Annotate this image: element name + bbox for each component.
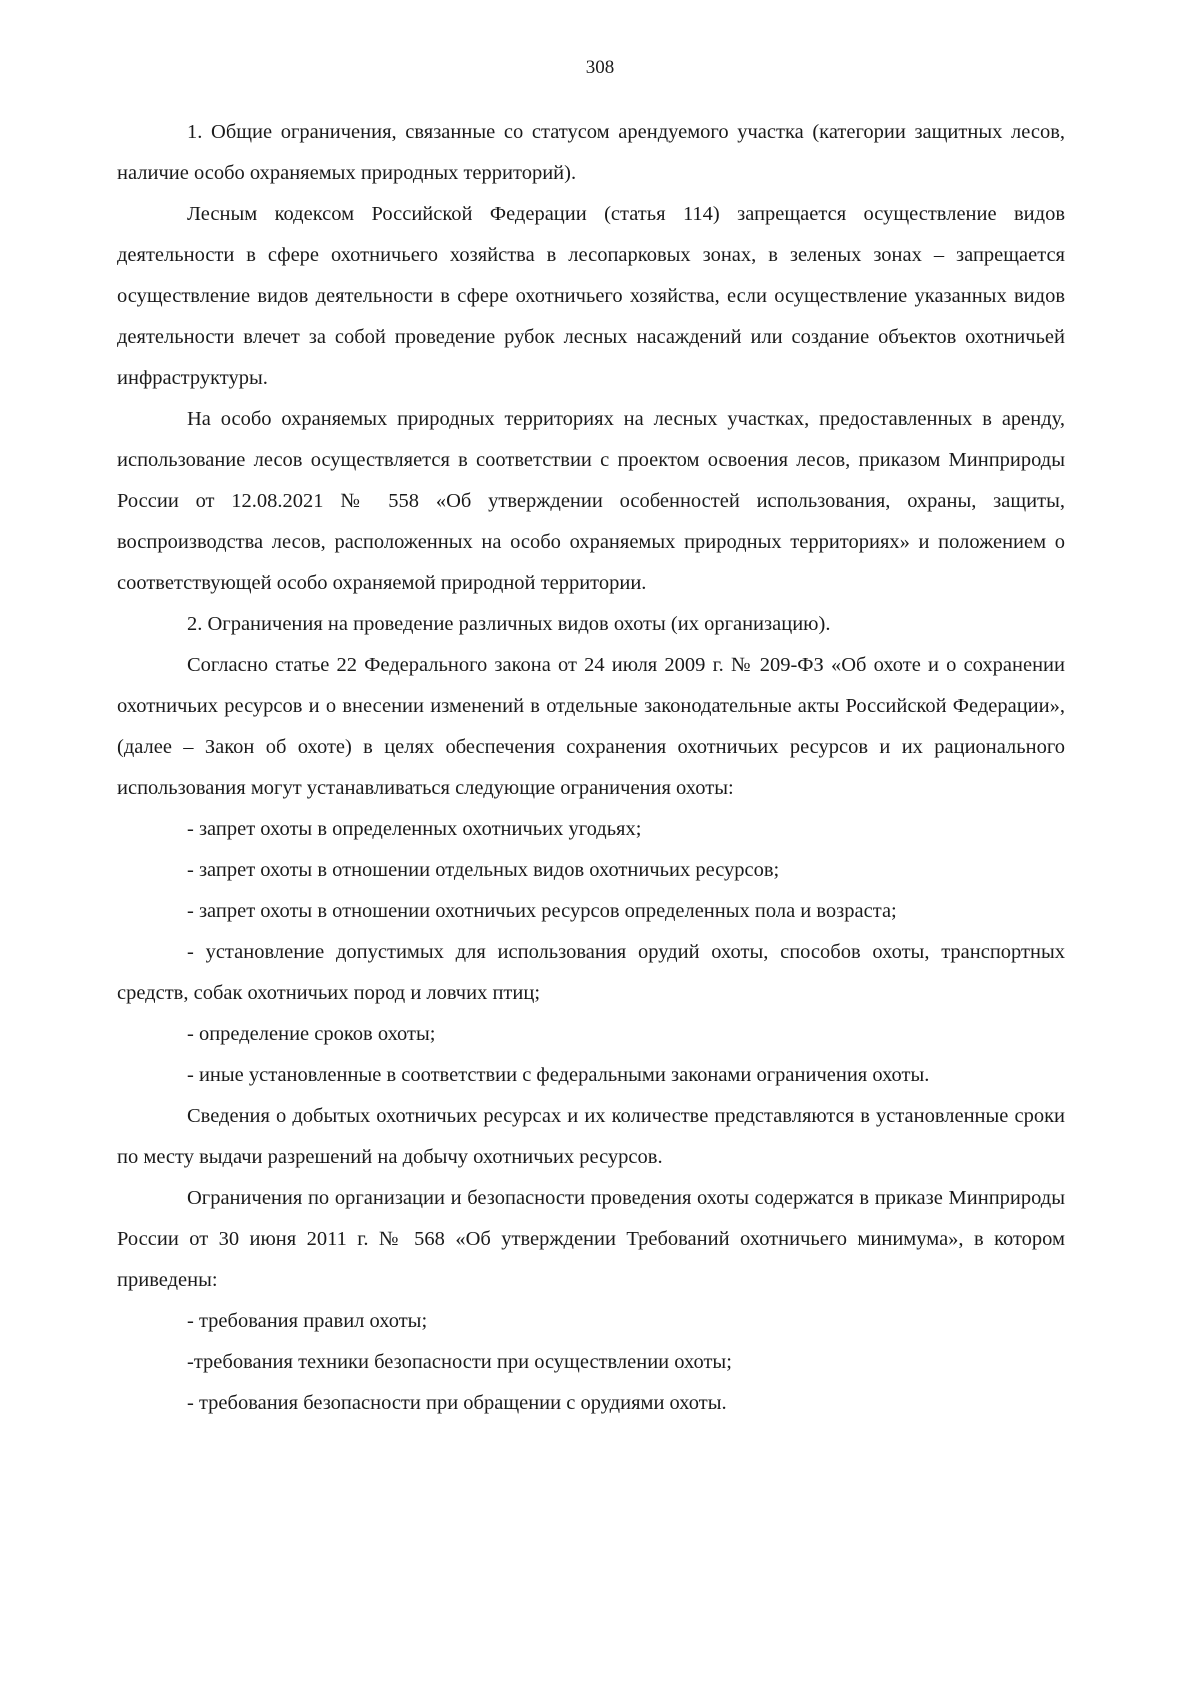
- list-item: - иные установленные в соответствии с федеральными законами ограничения охоты.: [187, 1064, 930, 1086]
- list-item: - определение сроков охоты;: [187, 1023, 436, 1045]
- list-item: - установление допустимых для использования орудий охоты, способов охоты, транспортных средств, собак охотничьих пород и ловчих птиц;: [117, 941, 1065, 1004]
- list-item: - требования безопасности при обращении с орудиями охоты.: [187, 1392, 727, 1414]
- list-item: - требования правил охоты;: [187, 1310, 428, 1332]
- document-body: [117, 112, 1065, 1424]
- paragraph-general-restrictions: 1. Общие ограничения, связанные со статусом арендуемого участка (категории защитных лесов, наличие особо охраняемых природных территорий).: [117, 121, 1065, 184]
- paragraph-order-568: Ограничения по организации и безопасности проведения охоты содержатся в приказе Минприроды России от 30 июня 2011 г. № 568 «Об утверждении Требований охотничьего минимума», в котором приведены:: [117, 1187, 1065, 1291]
- list-item: - запрет охоты в отношении охотничьих ресурсов определенных пола и возраста;: [187, 900, 897, 922]
- list-item: - запрет охоты в отношении отдельных видов охотничьих ресурсов;: [187, 859, 780, 881]
- page-number: 308: [585, 57, 615, 78]
- paragraph-protected-territories: На особо охраняемых природных территориях на лесных участках, предоставленных в аренду, использование лесов осуществляется в соответствии с проектом освоения лесов, приказом Минприроды России от 12.08.2021 № 558 «Об утверждении особенностей использования, охраны, защиты, воспроизводства лесов, расположенных на особо охраняемых природных территориях» и положением о соответствующей особо охраняемой природной территории.: [117, 408, 1065, 594]
- paragraph-article-22: Согласно статье 22 Федерального закона от 24 июля 2009 г. № 209-ФЗ «Об охоте и о сохранении охотничьих ресурсов и о внесении изменений в отдельные законодательные акты Российской Федерации», (далее – Закон об охоте) в целях обеспечения сохранения охотничьих ресурсов и их рационального использования могут устанавливаться следующие ограничения охоты:: [117, 654, 1065, 799]
- list-item: -требования техники безопасности при осуществлении охоты;: [187, 1351, 732, 1373]
- list-item: - запрет охоты в определенных охотничьих угодьях;: [187, 818, 642, 840]
- paragraph-forest-code: Лесным кодексом Российской Федерации (статья 114) запрещается осуществление видов деятельности в сфере охотничьего хозяйства в лесопарковых зонах, в зеленых зонах – запрещается осуществление видов деятельности в сфере охотничьего хозяйства, если осуществление указанных видов деятельности влечет за собой проведение рубок лесных насаждений или создание объектов охотничьей инфраструктуры.: [117, 203, 1065, 389]
- paragraph-hunting-data: Сведения о добытых охотничьих ресурсах и их количестве представляются в установленные сроки по месту выдачи разрешений на добычу охотничьих ресурсов.: [117, 1105, 1065, 1168]
- paragraph-hunting-restrictions-heading: 2. Ограничения на проведение различных видов охоты (их организацию).: [187, 613, 831, 635]
